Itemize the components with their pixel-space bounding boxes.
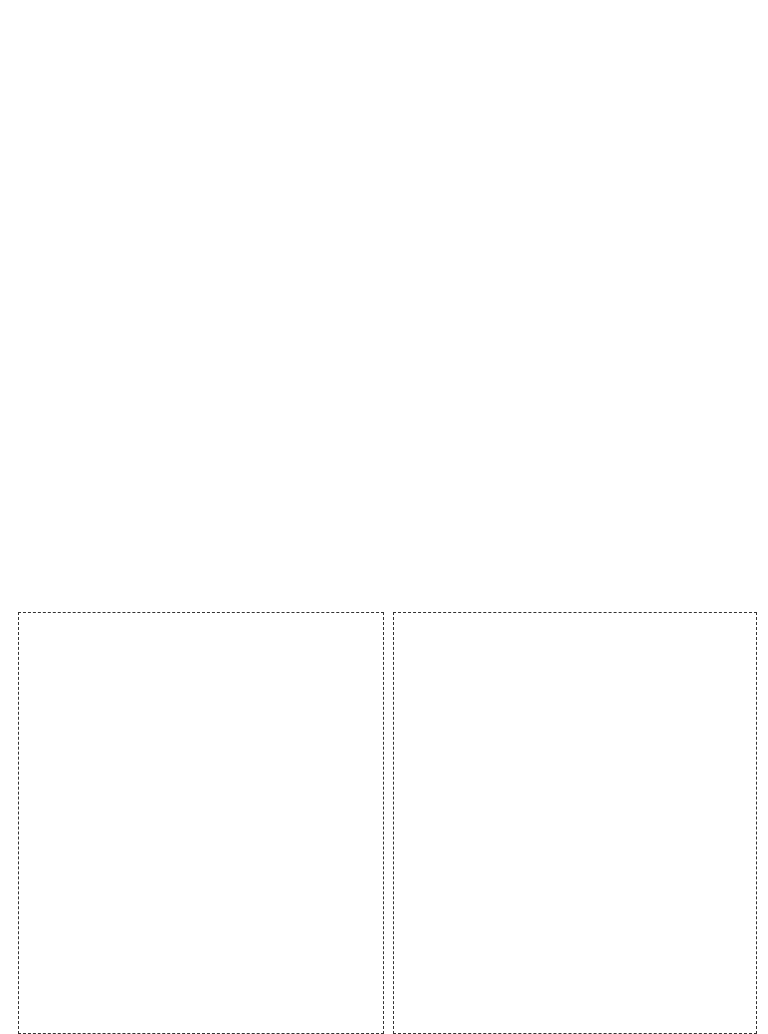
worksheet-left bbox=[18, 612, 384, 1034]
dot-grid bbox=[120, 40, 390, 310]
coding-grid[interactable] bbox=[421, 162, 725, 568]
worksheet-right bbox=[393, 612, 757, 1034]
